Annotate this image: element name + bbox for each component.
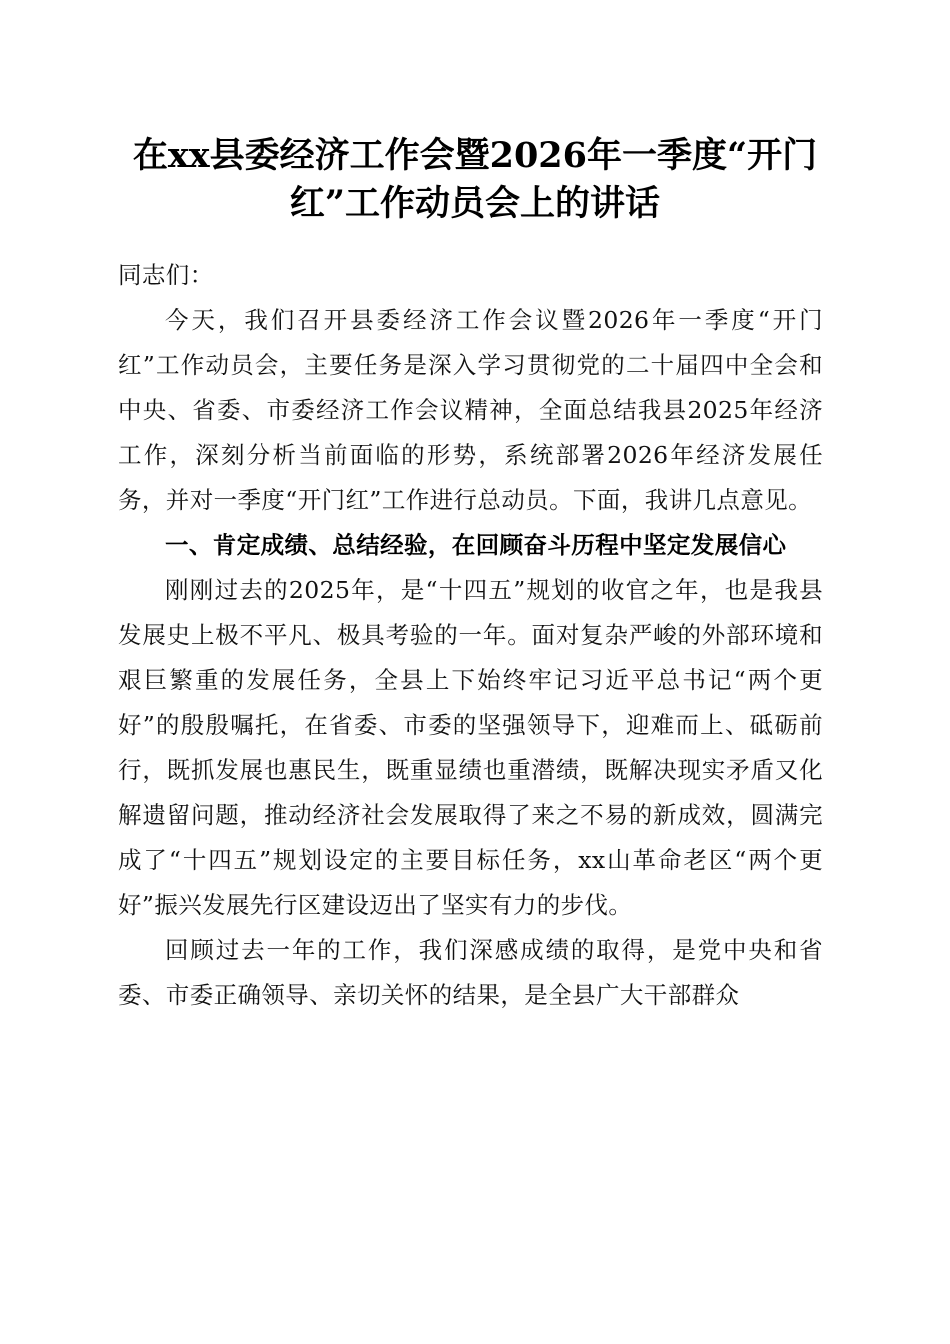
body-paragraph: 回顾过去一年的工作，我们深感成绩的取得，是党中央和省委、市委正确领导、亲切关怀的结果，是全县广大干部群众 (118, 936, 823, 1009)
body-paragraph: 刚刚过去的2025年，是“十四五”规划的收官之年，也是我县发展史上极不平凡、极具考验的一年。面对复杂严峻的外部环境和艰巨繁重的发展任务，全县上下始终牢记习近平总书记“两个更好”的殷殷嘱托，在省委、市委的坚强领导下，迎难而上、砥砺前行，既抓发展也惠民生，既重显绩也重潜绩，既解决现实矛盾又化解遗留问题，推动经济社会发展取得了来之不易的新成效，圆满完成了“十四五”规划设定的主要目标任务，xx山革命老区“两个更好”振兴发展先行区建设迈出了坚实有力的步伐。 (118, 576, 823, 919)
salutation: 同志们： (118, 261, 214, 289)
intro-paragraph: 今天，我们召开县委经济工作会议暨2026年一季度“开门红”工作动员会，主要任务是深入学习贯彻党的二十届四中全会和中央、省委、市委经济工作会议精神，全面总结我县2025年经济工作，深刻分析当前面临的形势，系统部署2026年经济发展任务，并对一季度“开门红”工作进行总动员。下面，我讲几点意见。 (118, 306, 823, 514)
document-title: 在xx县委经济工作会暨2026年一季度“开门红”工作动员会上的讲话 (132, 135, 818, 224)
document-body (118, 253, 823, 1018)
section-heading: 一、肯定成绩、总结经验，在回顾奋斗历程中坚定发展信心 (165, 531, 787, 559)
